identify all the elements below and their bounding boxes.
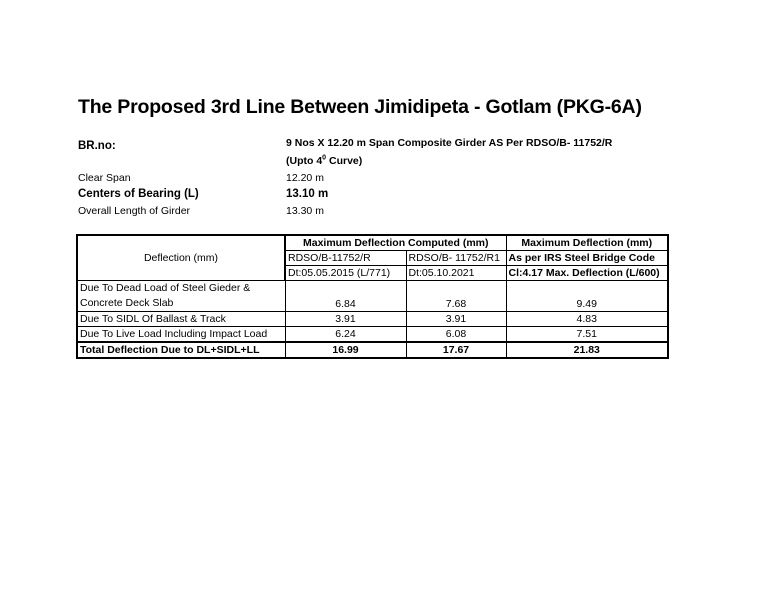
row-label: Due To Dead Load of Steel Gieder & Concrete Deck Slab — [77, 281, 285, 312]
overall-length-label: Overall Length of Girder — [78, 205, 191, 217]
total-value-1: 16.99 — [285, 342, 406, 358]
table-row — [77, 327, 668, 343]
row-value-1: 6.84 — [285, 281, 406, 312]
br-label: BR.no: — [78, 140, 116, 152]
br-value-line2: (Upto $4^0$ Curve) — [286, 154, 363, 167]
row-value-3: 7.51 — [506, 327, 668, 343]
computed-header: Maximum Deflection Computed (mm) — [285, 235, 506, 251]
col3-ref-line2: Cl:4.17 Max. Deflection (L/600) — [506, 266, 668, 281]
centers-of-bearing-label: Centers of Bearing (L) — [78, 188, 199, 200]
total-label: Total Deflection Due to DL+SIDL+LL — [77, 342, 285, 358]
br-value-line1: 9 Nos X 12.20 m Span Composite Girder AS Per RDSO/B- 11752/R — [286, 137, 613, 149]
deflection-header: Deflection (mm) — [77, 235, 285, 281]
page-title: The Proposed 3rd Line Between Jimidipeta - Gotlam (PKG-6A) — [78, 96, 642, 118]
row-value-2: 7.68 — [406, 281, 506, 312]
clear-span-label: Clear Span — [78, 172, 131, 184]
row-label: Due To SIDL Of Ballast & Track — [77, 312, 285, 327]
table-row — [77, 281, 668, 312]
centers-of-bearing-value: 13.10 m — [286, 188, 329, 200]
table-row — [77, 312, 668, 327]
row-value-2: 6.08 — [406, 327, 506, 343]
col1-ref-line1: RDSO/B-11752/R — [285, 251, 406, 266]
row-value-3: 4.83 — [506, 312, 668, 327]
total-value-2: 17.67 — [406, 342, 506, 358]
row-value-1: 6.24 — [285, 327, 406, 343]
deflection-table — [76, 234, 669, 359]
max-deflection-header: Maximum Deflection (mm) — [506, 235, 668, 251]
col1-ref-line2: Dt:05.05.2015 (L/771) — [285, 266, 406, 281]
total-value-3: 21.83 — [506, 342, 668, 358]
total-row — [77, 342, 668, 358]
table-header-row — [77, 235, 668, 251]
row-label: Due To Live Load Including Impact Load — [77, 327, 285, 343]
col2-ref-line1: RDSO/B- 11752/R1 — [406, 251, 506, 266]
col2-ref-line2: Dt:05.10.2021 — [406, 266, 506, 281]
row-value-1: 3.91 — [285, 312, 406, 327]
clear-span-value: 12.20 m — [286, 172, 324, 184]
col3-ref-line1: As per IRS Steel Bridge Code — [506, 251, 668, 266]
overall-length-value: 13.30 m — [286, 205, 324, 217]
row-value-3: 9.49 — [506, 281, 668, 312]
row-value-2: 3.91 — [406, 312, 506, 327]
